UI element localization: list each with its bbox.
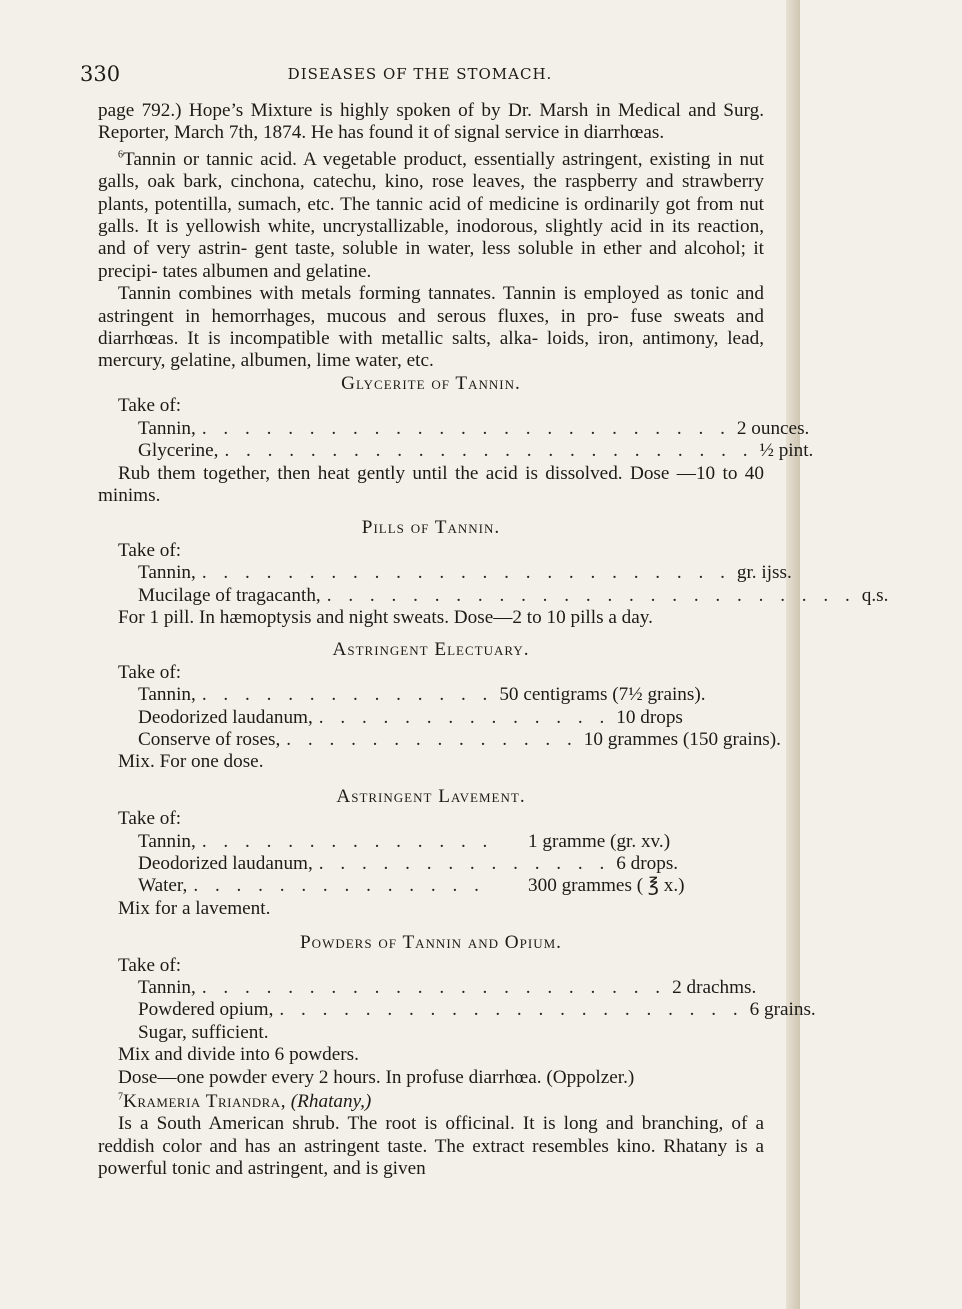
ingredient-row: Glycerine, . . . . . . . . . . . . . . . . . . . . . . . . . ½ pint. — [138, 440, 814, 462]
ingredient-row: Tannin, . . . . . . . . . . . . . . . . . . . . . . 2 drachms. — [138, 977, 757, 999]
note-7-heading: $^7$Krameria Triandra, (Rhatany,) — [118, 1091, 372, 1113]
take-of-label: Take of: — [118, 954, 182, 976]
leader-dots: . . . . . . . . . . . . . . . . . . . . . . — [279, 999, 744, 1021]
take-of-label: Take of: — [118, 395, 182, 417]
footnote-mark-7: 7 — [118, 1091, 123, 1103]
section-title-glycerite: Glycerite of Tannin. — [341, 372, 521, 394]
ingredient-row: Deodorized laudanum, . . . . . . . . . . . . . . 10 drops — [138, 706, 683, 728]
running-title: DISEASES OF THE STOMACH. — [287, 65, 553, 83]
electuary-directions: Mix. For one dose. — [118, 751, 264, 773]
powders-mix: Mix and divide into 6 powders. — [118, 1044, 359, 1066]
leader-dots: . . . . . . . . . . . . . . . . . . . . . . . . . — [201, 562, 731, 584]
footnote-mark-6: 6 — [118, 149, 123, 161]
ingredient-row: Tannin, . . . . . . . . . . . . . . . . . . . . . . . . . gr. ijss. — [138, 562, 792, 584]
leader-dots: . . . . . . . . . . . . . . . . . . . . . . . . . — [326, 584, 856, 606]
lavement-directions: Mix for a lavement. — [118, 897, 271, 919]
ingredient-row: Tannin, . . . . . . . . . . . . . . . . . . . . . . . . . 2 ounces. — [138, 417, 810, 439]
take-of-label: Take of: — [118, 808, 182, 830]
take-of-label: Take of: — [118, 539, 182, 561]
note-6-text-1: Tannin or tannic acid. A vegetable product, essentially astringent, existing in nut galls, oak bark, cinchona, catechu, kino, rose leaves, the raspberry and strawberry plants, potentilla, sumach, etc. The tannic acid of medicine is ordinarily got from nut galls. It is yellowish white, uncrystallizable, inodorous, slightly acid in its reaction, and of very astrin- gent taste, soluble in water, less soluble in ether and alcohol; it precipi- tates albumen and gelatine. — [98, 148, 764, 282]
ingredient-row: Water, . . . . . . . . . . . . . . 300 grammes ( ℥ x.) — [138, 875, 685, 897]
leader-dots: . . . . . . . . . . . . . . — [286, 728, 578, 750]
leader-dots: . . . . . . . . . . . . . . — [318, 853, 611, 874]
section-title-powders: Powders of Tannin and Opium. — [300, 932, 562, 954]
leader-dots: . . . . . . . . . . . . . . — [193, 875, 485, 897]
section-title-electuary: Astringent Electuary. — [332, 639, 530, 661]
ingredient-row: Conserve of roses, . . . . . . . . . . . . . . 10 grammes (150 grains). — [138, 728, 781, 750]
leader-dots: . . . . . . . . . . . . . . — [201, 830, 494, 852]
leader-dots: . . . . . . . . . . . . . . . . . . . . . . — [201, 977, 667, 999]
ingredient-row: Powdered opium, . . . . . . . . . . . . . . . . . . . . . . 6 grains. — [138, 999, 816, 1021]
pills-directions: For 1 pill. In hæmoptysis and night sweats. Dose—2 to 10 pills a day. — [118, 606, 653, 628]
note-7-para: Is a South American shrub. The root is officinal. It is long and branching, of a reddish color and has an astringent taste. The extract resembles kino. Rhatany is a powerful tonic and astringent, and is given — [98, 1113, 764, 1180]
ingredient-row: Tannin, . . . . . . . . . . . . . . 50 centigrams (7½ grains). — [138, 684, 706, 706]
powders-sugar: Sugar, sufficient. — [138, 1021, 269, 1043]
section-title-lavement: Astringent Lavement. — [336, 785, 526, 807]
ingredient-row: Tannin, . . . . . . . . . . . . . . 1 gramme (gr. xv.) — [138, 830, 671, 852]
leader-dots: . . . . . . . . . . . . . . . . . . . . . . . . . — [201, 417, 731, 439]
leader-dots: . . . . . . . . . . . . . . . . . . . . . . . . . — [224, 440, 754, 462]
page-number: 330 — [80, 62, 121, 86]
ingredient-row: Deodorized laudanum, . . . . . . . . . . . . . . 6 drops. — [138, 853, 679, 874]
intro-paragraph: page 792.) Hope’s Mixture is highly spoken of by Dr. Marsh in Medical and Surg. Reporter, March 7th, 1874. He has found it of signal service in diarrhœas. — [98, 100, 764, 144]
ingredient-row: Mucilage of tragacanth, . . . . . . . . . . . . . . . . . . . . . . . . . q.s. — [138, 584, 889, 606]
page-header — [80, 62, 760, 88]
powders-dose: Dose—one powder every 2 hours. In profuse diarrhœa. (Oppolzer.) — [118, 1066, 635, 1088]
take-of-label: Take of: — [118, 661, 182, 683]
note-6-para-2: Tannin combines with metals forming tannates. Tannin is employed as tonic and astringent in hemorrhages, mucous and serous fluxes, in pro- fuse sweats and diarrhœas. It is incompatible with metallic salts, alka- loids, iron, antimony, lead, mercury, gelatine, albumen, lime water, etc. — [98, 283, 764, 372]
leader-dots: . . . . . . . . . . . . . . — [318, 706, 611, 728]
body-text — [98, 100, 889, 1181]
glycerite-directions: Rub them together, then heat gently until the acid is dissolved. Dose —10 to 40 minims. — [98, 462, 764, 506]
page-edge — [786, 0, 800, 1309]
note-6-para-1 — [98, 149, 764, 283]
leader-dots: . . . . . . . . . . . . . . — [201, 684, 494, 706]
section-title-pills: Pills of Tannin. — [361, 517, 501, 539]
